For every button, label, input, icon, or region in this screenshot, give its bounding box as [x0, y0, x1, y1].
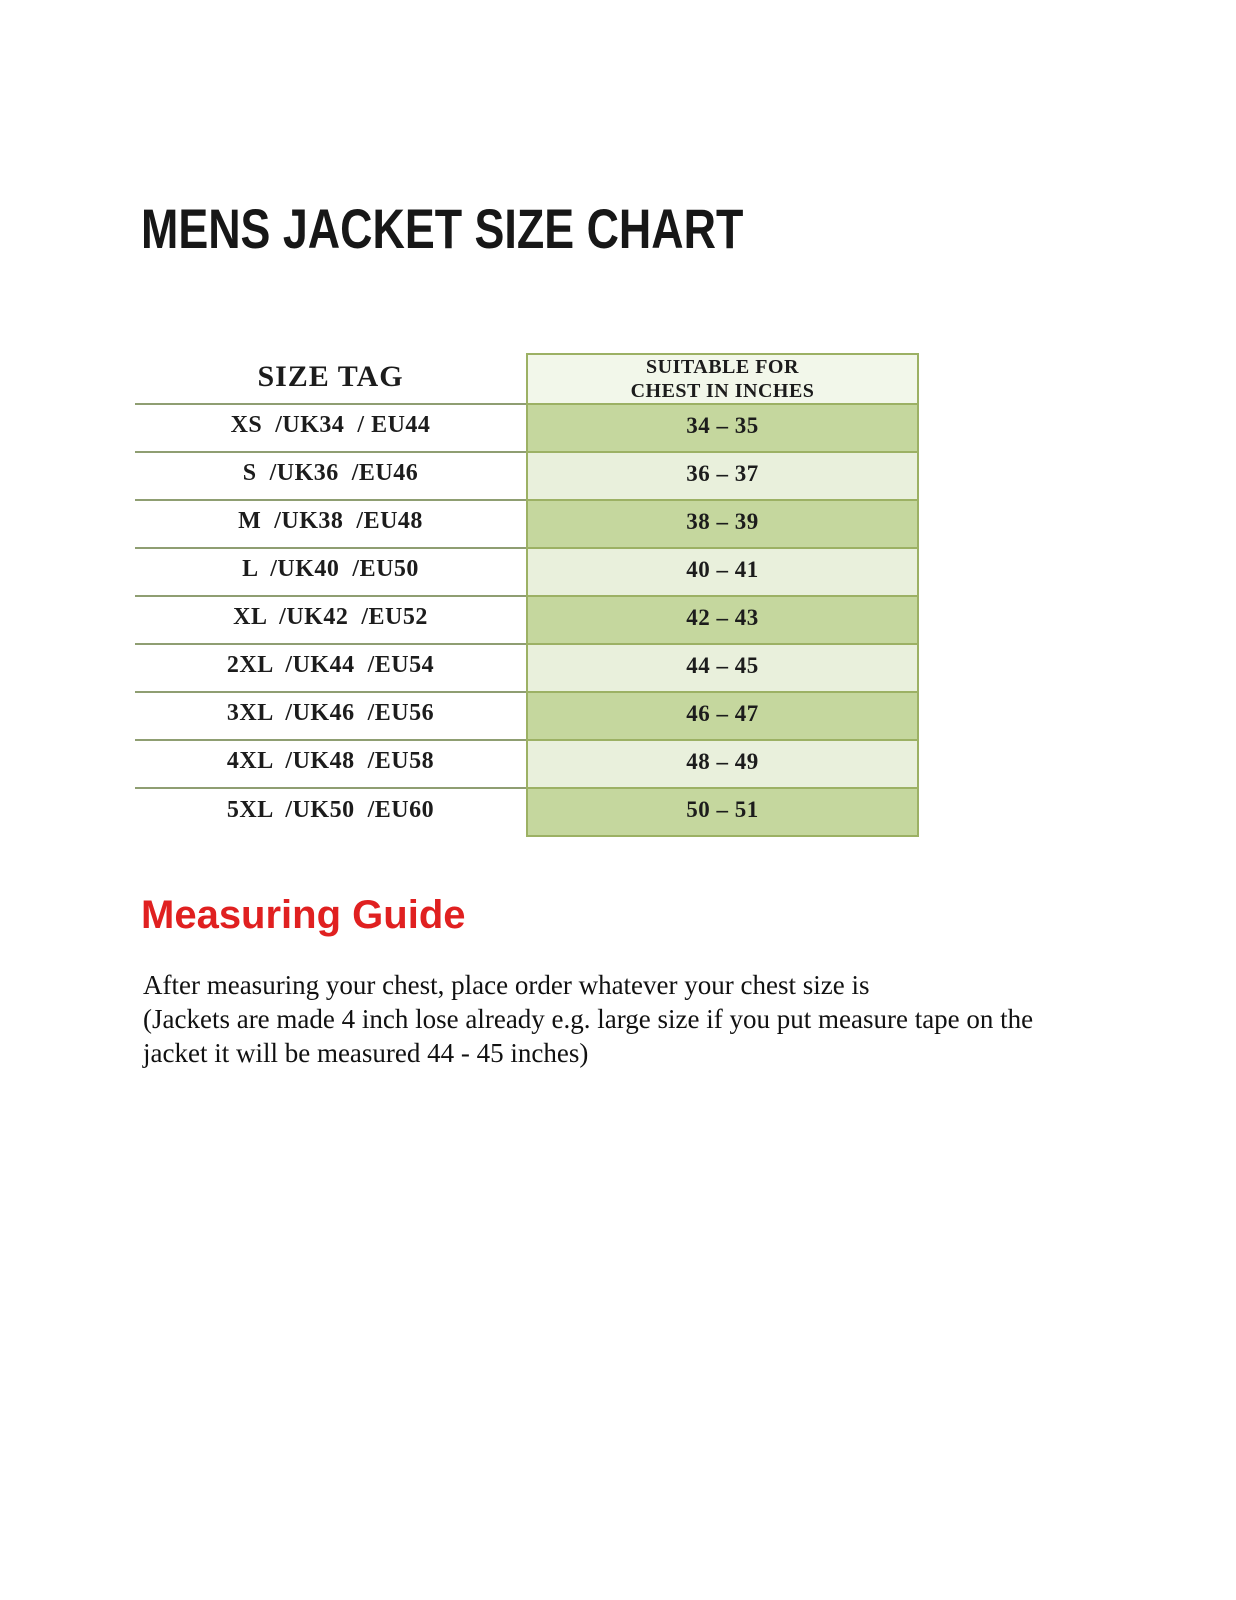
- table-row: [135, 501, 919, 549]
- chest-size-cell: 38 – 39: [526, 501, 919, 549]
- size-tag-cell: M /UK38 /EU48: [135, 501, 526, 549]
- chest-header-line2: CHEST IN INCHES: [630, 380, 815, 402]
- chest-header-line1: SUITABLE FOR: [646, 356, 799, 378]
- chest-size-cell: 34 – 35: [526, 405, 919, 453]
- size-tag-cell: 3XL /UK46 /EU56: [135, 693, 526, 741]
- page-title: MENS JACKET SIZE CHART: [141, 197, 744, 260]
- table-row: [135, 693, 919, 741]
- size-tag-cell: L /UK40 /EU50: [135, 549, 526, 597]
- table-row: [135, 741, 919, 789]
- measuring-guide-paragraph: [143, 968, 1033, 1070]
- size-tag-cell: XS /UK34 / EU44: [135, 405, 526, 453]
- size-tag-cell: 4XL /UK48 /EU58: [135, 741, 526, 789]
- table-row: [135, 405, 919, 453]
- table-row: [135, 789, 919, 837]
- table-row: [135, 453, 919, 501]
- size-chart-table: [135, 353, 919, 837]
- size-tag-cell: XL /UK42 /EU52: [135, 597, 526, 645]
- chest-size-cell: 50 – 51: [526, 789, 919, 837]
- chest-column-header: [526, 353, 919, 405]
- chest-size-cell: 42 – 43: [526, 597, 919, 645]
- guide-line-2: (Jackets are made 4 inch lose already e.g. large size if you put measure tape on the: [143, 1004, 1034, 1034]
- table-header-row: [135, 353, 919, 405]
- chest-size-cell: 48 – 49: [526, 741, 919, 789]
- size-tag-cell: S /UK36 /EU46: [135, 453, 526, 501]
- chest-size-cell: 40 – 41: [526, 549, 919, 597]
- table-row: [135, 597, 919, 645]
- chest-column-header-text: [631, 355, 815, 403]
- measuring-guide-heading: Measuring Guide: [141, 893, 466, 937]
- chest-size-cell: 46 – 47: [526, 693, 919, 741]
- table-row: [135, 645, 919, 693]
- guide-line-3: jacket it will be measured 44 - 45 inches): [143, 1038, 589, 1068]
- chest-size-cell: 44 – 45: [526, 645, 919, 693]
- size-tag-column-header: SIZE TAG: [135, 353, 526, 405]
- size-tag-cell: 2XL /UK44 /EU54: [135, 645, 526, 693]
- size-tag-cell: 5XL /UK50 /EU60: [135, 789, 526, 837]
- table-row: [135, 549, 919, 597]
- guide-line-1: After measuring your chest, place order whatever your chest size is: [143, 970, 870, 1000]
- chest-size-cell: 36 – 37: [526, 453, 919, 501]
